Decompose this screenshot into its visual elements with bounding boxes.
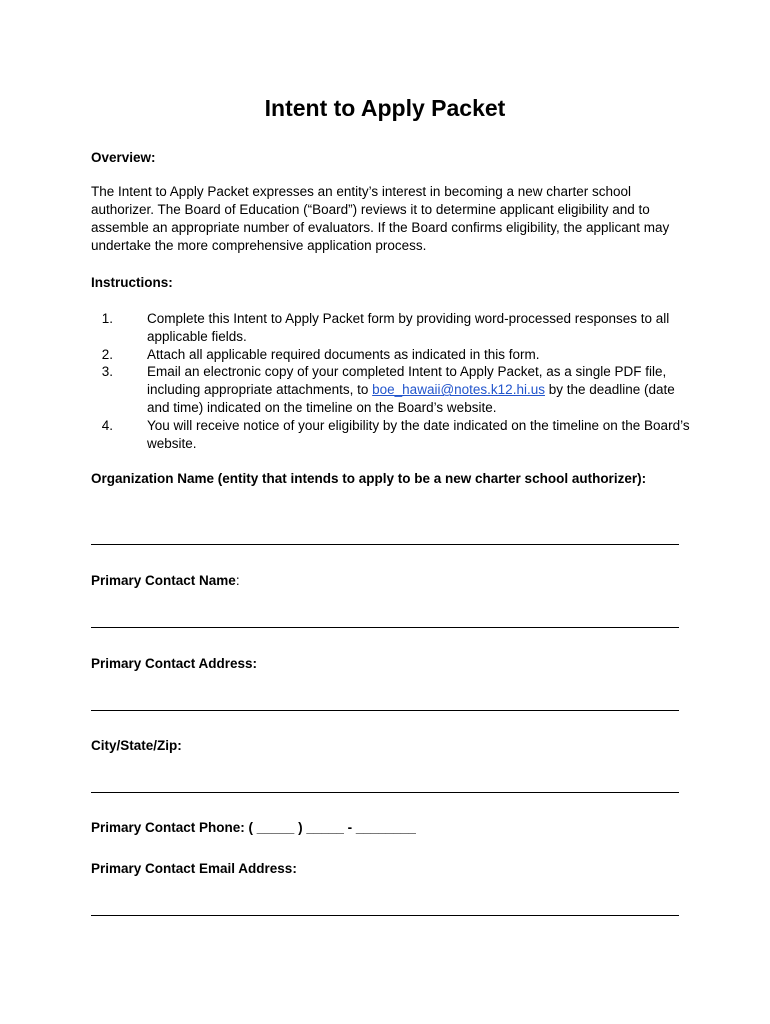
instruction-text: Attach all applicable required documents as indicated in this form. bbox=[147, 346, 540, 362]
instruction-text bbox=[147, 363, 691, 416]
overview-paragraph: The Intent to Apply Packet expresses an entity’s interest in becoming a new charter school authorizer. The Board of Education (“Board”) reviews it to determine applicant eligibility and to assemble an appropriate number of evaluators. If the Board confirms eligibility, the applicant may undertake the more comprehensive application process. bbox=[91, 184, 670, 253]
instructions-list bbox=[91, 310, 691, 452]
primary-contact-name-field[interactable] bbox=[91, 627, 679, 628]
primary-contact-email-field[interactable] bbox=[91, 915, 679, 916]
instruction-text: You will receive notice of your eligibility by the date indicated on the timeline on the Board’s website. bbox=[147, 417, 690, 451]
instruction-number: 4. bbox=[101, 417, 113, 433]
instruction-item bbox=[91, 363, 691, 416]
instruction-number: 2. bbox=[101, 346, 113, 362]
primary-contact-address-label: Primary Contact Address: bbox=[91, 656, 258, 671]
instruction-number: 3. bbox=[101, 364, 113, 380]
instructions-heading: Instructions: bbox=[91, 275, 173, 290]
primary-contact-email-label: Primary Contact Email Address: bbox=[91, 861, 297, 876]
primary-contact-phone-field[interactable]: Primary Contact Phone: ( _____ ) _____ - ________ bbox=[91, 820, 416, 835]
instruction-text: Complete this Intent to Apply Packet form by providing word-processed responses to all applicable fields. bbox=[147, 311, 670, 344]
instruction-number: 1. bbox=[101, 311, 113, 326]
city-state-zip-field[interactable] bbox=[91, 792, 679, 793]
primary-contact-address-field[interactable] bbox=[91, 710, 679, 711]
instruction-text-after-link: by the deadline (date and time) indicated on the timeline on the Board’s website. bbox=[147, 382, 675, 415]
primary-contact-name-text: Primary Contact Name bbox=[91, 573, 236, 588]
instruction-item bbox=[91, 310, 691, 346]
document-title: Intent to Apply Packet bbox=[264, 95, 506, 121]
instruction-item bbox=[91, 346, 691, 364]
organization-name-field[interactable] bbox=[91, 544, 679, 545]
instruction-item bbox=[91, 417, 691, 453]
city-state-zip-label: City/State/Zip: bbox=[91, 738, 182, 753]
primary-contact-name-label bbox=[91, 570, 691, 591]
overview-heading: Overview: bbox=[91, 150, 156, 165]
organization-name-label: Organization Name (entity that intends to apply to be a new charter school authorizer): bbox=[91, 471, 647, 486]
primary-contact-name-colon: : bbox=[235, 573, 240, 588]
email-link[interactable]: boe_hawaii@notes.k12.hi.us bbox=[372, 382, 545, 398]
instruction-text-before-link: Email an electronic copy of your completed Intent to Apply Packet, as a single PDF file, including appropriate attachments, to bbox=[147, 364, 667, 398]
